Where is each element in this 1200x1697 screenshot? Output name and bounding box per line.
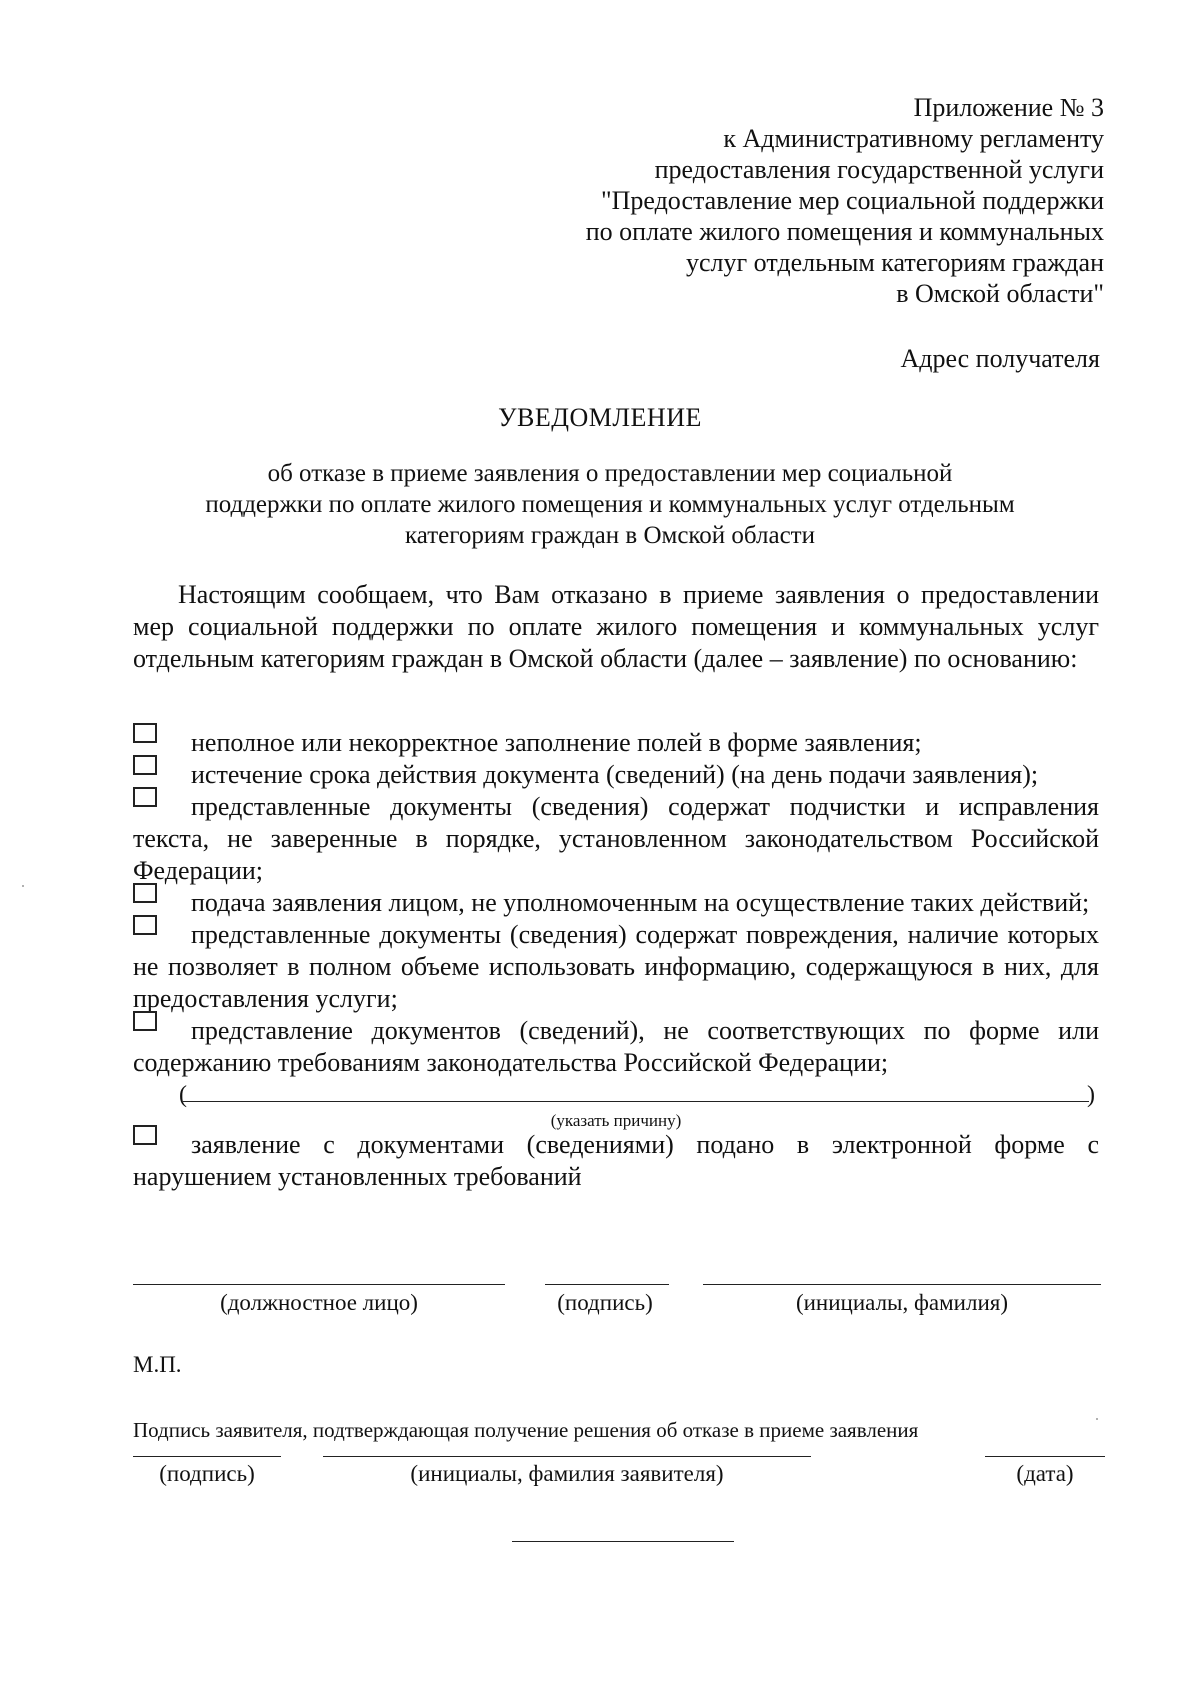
appendix-header bbox=[586, 92, 1104, 309]
applicant-signature-note: Подпись заявителя, подтверждающая получение решения об отказе в приеме заявления bbox=[133, 1418, 919, 1442]
reason-text: подача заявления лицом, не уполномоченным на осуществление таких действий; bbox=[191, 888, 1090, 917]
reason-text: заявление с документами (сведениями) подано в электронной форме с нарушением установленных требований bbox=[133, 1130, 1099, 1191]
reason-checkbox[interactable] bbox=[133, 787, 157, 807]
reason-item bbox=[133, 791, 1099, 887]
reason-list bbox=[133, 727, 1099, 1193]
official-signature-caption: (подпись) bbox=[557, 1290, 653, 1315]
official-position-caption: (должностное лицо) bbox=[220, 1290, 418, 1315]
header-line: услуг отдельным категориям граждан bbox=[686, 248, 1104, 277]
applicant-name-line[interactable] bbox=[323, 1456, 811, 1457]
reason-text: неполное или некорректное заполнение полей в форме заявления; bbox=[191, 728, 922, 757]
close-paren: ) bbox=[1087, 1082, 1095, 1108]
applicant-signature-caption: (подпись) bbox=[159, 1461, 255, 1486]
closing-rule bbox=[512, 1541, 734, 1542]
stamp-label: М.П. bbox=[133, 1352, 182, 1377]
applicant-name-caption: (инициалы, фамилия заявителя) bbox=[410, 1461, 724, 1486]
header-line: по оплате жилого помещения и коммунальных bbox=[585, 217, 1104, 246]
reason-checkbox[interactable] bbox=[133, 1125, 157, 1145]
reason-text: представленные документы (сведения) содержат повреждения, наличие которых не позволяет в полном объеме использовать информацию, содержащуюся в них, для предоставления услуги; bbox=[133, 920, 1099, 1013]
recipient-address-label: Адрес получателя bbox=[900, 344, 1100, 373]
reason-item bbox=[133, 887, 1099, 919]
reason-text: истечение срока действия документа (сведений) (на день подачи заявления); bbox=[191, 760, 1039, 789]
applicant-date-line[interactable] bbox=[985, 1456, 1105, 1457]
applicant-signature-line[interactable] bbox=[133, 1456, 281, 1457]
subtitle-line: об отказе в приеме заявления о предоставлении мер социальной bbox=[267, 460, 953, 487]
official-name-line[interactable] bbox=[703, 1284, 1101, 1285]
reason-checkbox[interactable] bbox=[133, 755, 157, 775]
official-name-caption: (инициалы, фамилия) bbox=[795, 1290, 1009, 1315]
specify-reason-field[interactable] bbox=[133, 1079, 1099, 1129]
specify-reason-line bbox=[183, 1101, 1089, 1102]
reason-item bbox=[133, 1129, 1099, 1193]
scan-speck bbox=[1096, 1418, 1098, 1420]
reason-item bbox=[133, 759, 1099, 791]
reason-text: представление документов (сведений), не соответствующих по форме или содержанию требованиям законодательства Российской Федерации; bbox=[133, 1016, 1099, 1077]
document-subtitle bbox=[130, 458, 1090, 551]
reason-checkbox[interactable] bbox=[133, 1011, 157, 1031]
reason-item bbox=[133, 1015, 1099, 1079]
reason-checkbox[interactable] bbox=[133, 915, 157, 935]
header-line: к Административному регламенту bbox=[723, 124, 1104, 153]
reason-checkbox[interactable] bbox=[133, 883, 157, 903]
official-position-line[interactable] bbox=[133, 1284, 505, 1285]
official-signature-line[interactable] bbox=[545, 1284, 669, 1285]
reason-item bbox=[133, 727, 1099, 759]
intro-paragraph: Настоящим сообщаем, что Вам отказано в приеме заявления о предоставлении мер социальной поддержки по оплате жилого помещения и коммунальных услуг отдельным категориям граждан в Омской области (далее – заявление) по основанию: bbox=[133, 580, 1099, 673]
reason-item bbox=[133, 919, 1099, 1015]
header-line: Приложение № 3 bbox=[913, 93, 1104, 122]
scan-speck bbox=[22, 885, 24, 887]
specify-reason-caption: (указать причину) bbox=[550, 1111, 682, 1130]
header-line: в Омской области" bbox=[896, 279, 1104, 308]
applicant-date-caption: (дата) bbox=[1016, 1461, 1074, 1486]
subtitle-line: категориям граждан в Омской области bbox=[405, 522, 815, 549]
reason-checkbox[interactable] bbox=[133, 723, 157, 743]
subtitle-line: поддержки по оплате жилого помещения и коммунальных услуг отдельным bbox=[205, 491, 1015, 518]
open-paren: ( bbox=[179, 1082, 187, 1108]
document-title: УВЕДОМЛЕНИЕ bbox=[498, 403, 702, 432]
header-line: предоставления государственной услуги bbox=[654, 155, 1104, 184]
reason-text: представленные документы (сведения) содержат подчистки и исправления текста, не заверенные в порядке, установленном законодательством Российской Федерации; bbox=[133, 792, 1099, 885]
header-line: "Предоставление мер социальной поддержки bbox=[600, 186, 1104, 215]
